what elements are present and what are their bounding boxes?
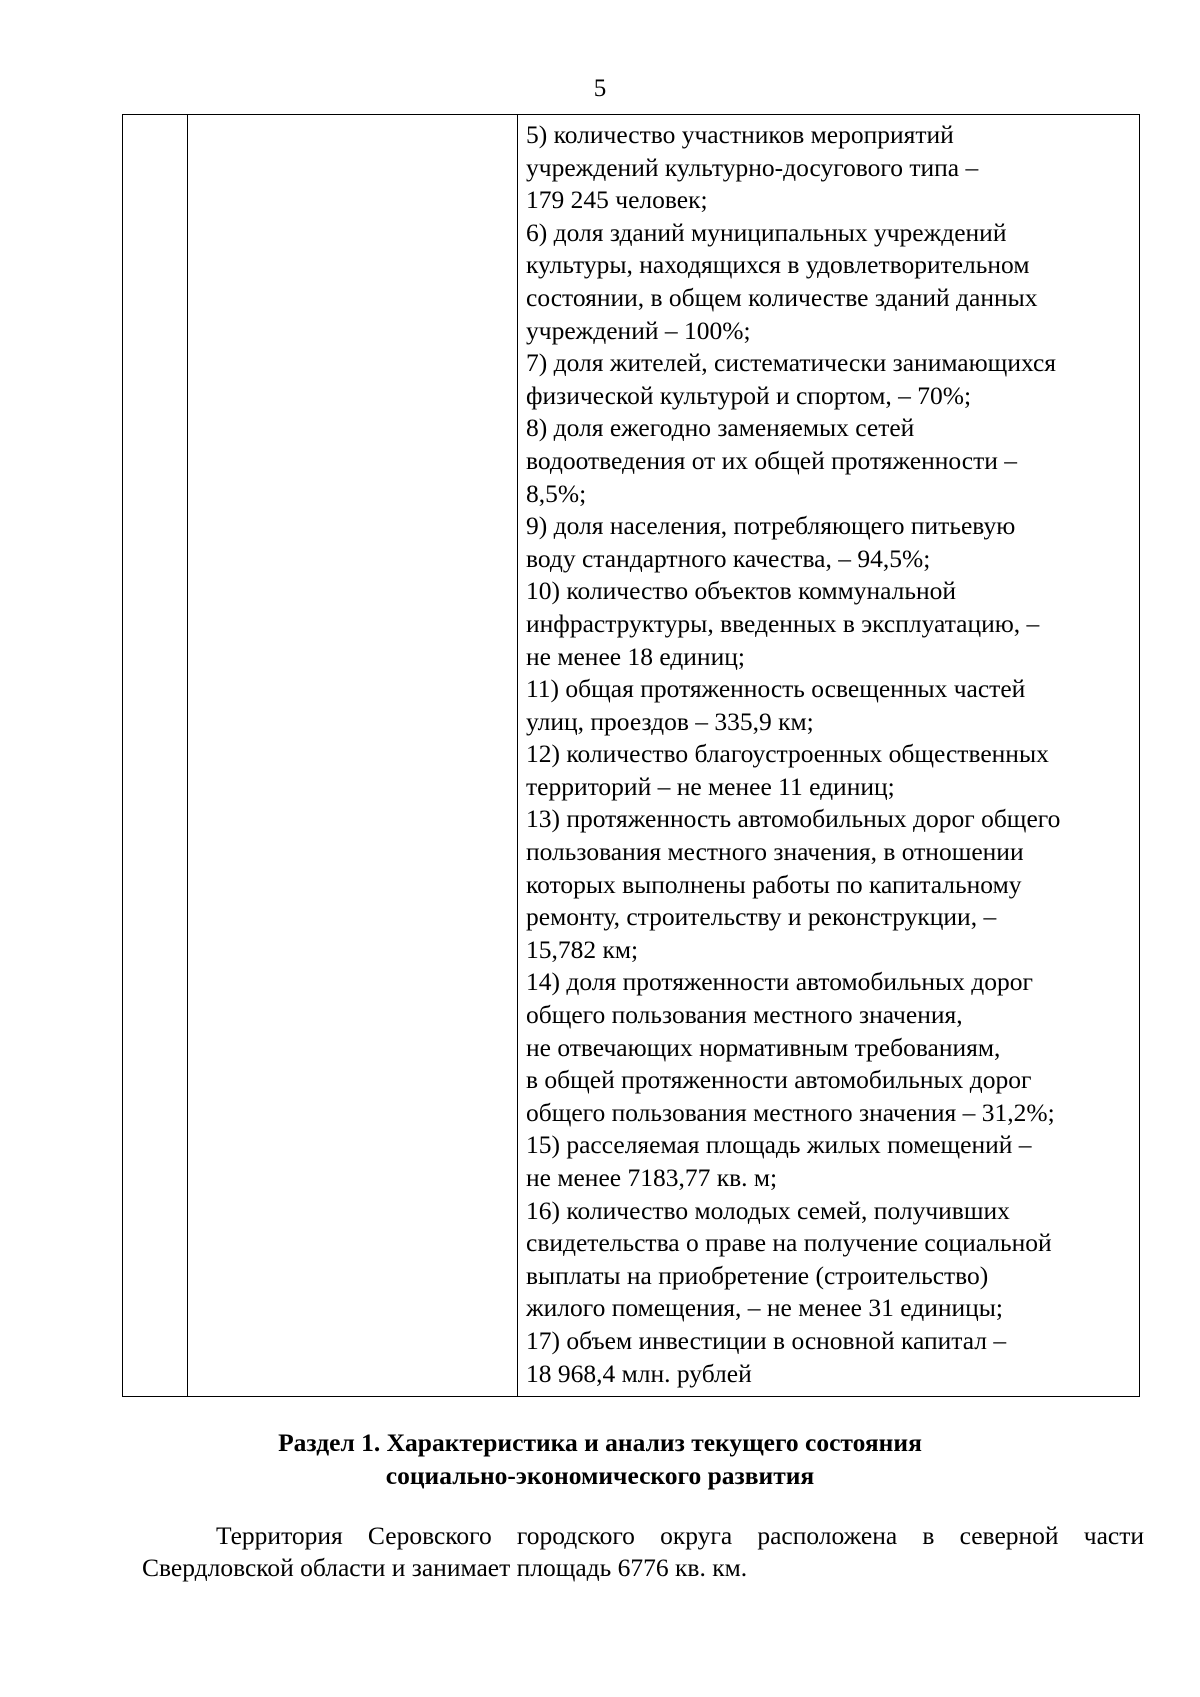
- target-line: свидетельства о праве на получение социальной: [526, 1228, 1052, 1258]
- section-heading-line-2: социально-экономического развития: [385, 1461, 815, 1490]
- paragraph-line-1: Территория Серовского городского округа расположена в северной части: [216, 1521, 1144, 1550]
- target-line: 12) количество благоустроенных общественных: [526, 739, 1049, 769]
- target-line: 8,5%;: [526, 478, 587, 508]
- target-line: не менее 7183,77 кв. м;: [526, 1163, 778, 1192]
- target-line: территорий – не менее 11 единиц;: [526, 771, 895, 801]
- table-cell-targets: [518, 115, 1140, 1397]
- target-line: 15) расселяемая площадь жилых помещений –: [526, 1130, 1032, 1160]
- target-line: 13) протяженность автомобильных дорог общего: [526, 804, 1061, 834]
- target-line: пользования местного значения, в отношении: [526, 837, 1024, 867]
- target-line: которых выполнены работы по капитальному: [526, 869, 1022, 899]
- target-line: учреждений – 100%;: [526, 315, 751, 345]
- target-line: состоянии, в общем количестве зданий данных: [526, 282, 1038, 312]
- target-line: 11) общая протяженность освещенных частей: [526, 674, 1026, 704]
- target-line: учреждений культурно-досугового типа –: [526, 152, 979, 182]
- target-line: 18 968,4 млн. рублей: [526, 1358, 752, 1388]
- target-line: в общей протяженности автомобильных дорог: [526, 1065, 1032, 1095]
- table-cell-label: [188, 115, 518, 1397]
- target-line: 179 245 человек;: [526, 185, 708, 215]
- page-number: 5: [593, 75, 607, 102]
- target-line: 16) количество молодых семей, получивших: [526, 1195, 1010, 1225]
- target-line: 5) количество участников мероприятий: [526, 120, 954, 149]
- table-cell-number: [123, 115, 188, 1397]
- target-line: физической культурой и спортом, – 70%;: [526, 380, 972, 410]
- target-line: 10) количество объектов коммунальной: [526, 576, 957, 606]
- target-line: воду стандартного качества, – 94,5%;: [526, 543, 931, 573]
- target-line: жилого помещения, – не менее 31 единицы;: [526, 1293, 1003, 1323]
- target-line: 8) доля ежегодно заменяемых сетей: [526, 413, 915, 443]
- target-line: общего пользования местного значения,: [526, 1000, 963, 1030]
- target-line: инфраструктуры, введенных в эксплуатацию, –: [526, 608, 1040, 638]
- target-line: не отвечающих нормативным требованиям,: [526, 1032, 1001, 1062]
- target-line: 6) доля зданий муниципальных учреждений: [526, 217, 1007, 247]
- target-line: 14) доля протяженности автомобильных дорог: [526, 967, 1033, 997]
- target-line: ремонту, строительству и реконструкции, –: [526, 902, 997, 932]
- target-line: культуры, находящихся в удовлетворительном: [526, 250, 1030, 280]
- target-line: общего пользования местного значения – 31,2%;: [526, 1097, 1055, 1127]
- targets-table: [122, 114, 1140, 1397]
- target-line: 7) доля жителей, систематически занимающихся: [526, 348, 1057, 378]
- target-line: водоотведения от их общей протяженности –: [526, 445, 1017, 475]
- target-line: выплаты на приобретение (строительство): [526, 1260, 989, 1290]
- target-line: 15,782 км;: [526, 934, 639, 964]
- target-line: 9) доля населения, потребляющего питьевую: [526, 511, 1016, 541]
- target-line: 17) объем инвестиции в основной капитал –: [526, 1325, 1007, 1355]
- target-line: улиц, проездов – 335,9 км;: [526, 706, 814, 736]
- table-row: [123, 115, 1140, 1397]
- section-heading: [0, 1426, 1200, 1492]
- targets-list: [518, 115, 1139, 1396]
- body-paragraph: [142, 1520, 1144, 1584]
- paragraph-line-2: Свердловской области и занимает площадь 6776 кв. км.: [142, 1553, 748, 1582]
- section-heading-line-1: Раздел 1. Характеристика и анализ текущего состояния: [278, 1428, 922, 1457]
- target-line: не менее 18 единиц;: [526, 641, 745, 671]
